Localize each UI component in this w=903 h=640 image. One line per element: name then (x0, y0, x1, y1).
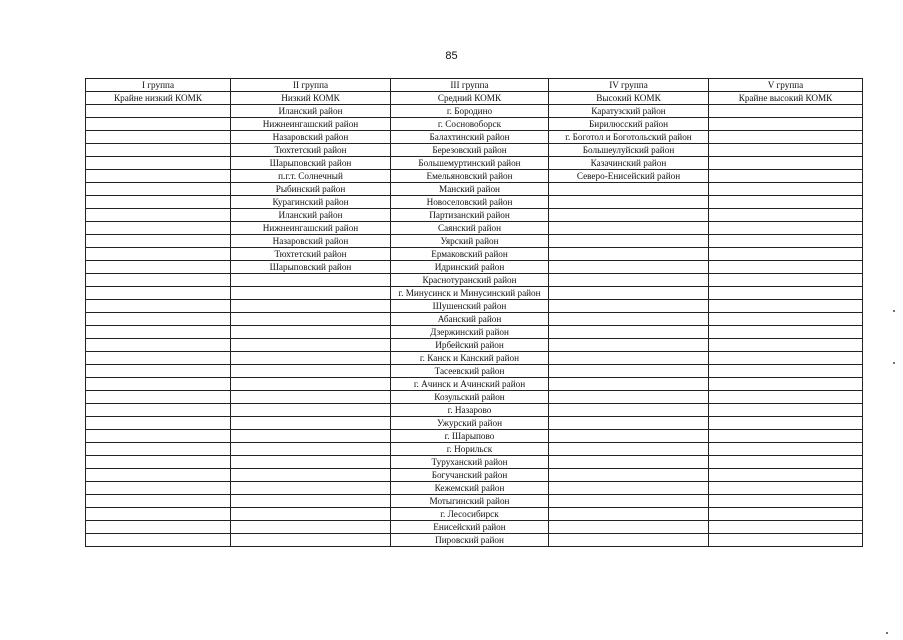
table-cell (709, 261, 863, 274)
table-cell (86, 222, 231, 235)
table-cell (549, 456, 709, 469)
table-cell: Идринский район (391, 261, 549, 274)
table-cell (86, 144, 231, 157)
table-cell (86, 326, 231, 339)
table-cell (86, 417, 231, 430)
table-cell (86, 248, 231, 261)
table-cell (709, 495, 863, 508)
table-row (86, 274, 863, 287)
table-cell (549, 430, 709, 443)
table-cell (709, 105, 863, 118)
table-cell: Абанский район (391, 313, 549, 326)
table-cell (86, 378, 231, 391)
table-cell (549, 482, 709, 495)
table-cell (709, 339, 863, 352)
table-cell: Саянский район (391, 222, 549, 235)
table-cell: Нижнеингашский район (231, 118, 391, 131)
table-cell (709, 196, 863, 209)
table-row (86, 404, 863, 417)
table-cell (86, 365, 231, 378)
table-cell (709, 131, 863, 144)
table-cell: IV группа (549, 79, 709, 92)
table-row (86, 300, 863, 313)
table-row (86, 521, 863, 534)
table-cell: Большемуртинский район (391, 157, 549, 170)
table-row (86, 508, 863, 521)
table-cell: Курагинский район (231, 196, 391, 209)
table-cell: Назаровский район (231, 235, 391, 248)
table-cell (86, 131, 231, 144)
table-cell: II группа (231, 79, 391, 92)
table-row (86, 482, 863, 495)
table-cell (709, 326, 863, 339)
table-row (86, 469, 863, 482)
table-cell (549, 391, 709, 404)
table-cell (231, 430, 391, 443)
table-cell (549, 508, 709, 521)
table-row (86, 183, 863, 196)
table-cell (231, 482, 391, 495)
table-row (86, 235, 863, 248)
municipal-groups-table (85, 78, 863, 547)
table-cell: г. Боготол и Боготольский район (549, 131, 709, 144)
table-cell (86, 352, 231, 365)
level-row (86, 92, 863, 105)
scan-speck (893, 362, 895, 364)
table-cell (231, 404, 391, 417)
table-cell (709, 508, 863, 521)
table-cell (709, 352, 863, 365)
table-cell: г. Бородино (391, 105, 549, 118)
table-cell (86, 170, 231, 183)
table-cell (231, 456, 391, 469)
table-cell (549, 417, 709, 430)
table-cell (86, 521, 231, 534)
table-cell: Кежемский район (391, 482, 549, 495)
table-cell: Козульский район (391, 391, 549, 404)
table-cell (86, 495, 231, 508)
table-row (86, 144, 863, 157)
table-cell (231, 521, 391, 534)
table-cell (709, 157, 863, 170)
table-row (86, 391, 863, 404)
table-cell (709, 222, 863, 235)
table-cell (709, 313, 863, 326)
table-cell: Иланский район (231, 105, 391, 118)
table-cell: Партизанский район (391, 209, 549, 222)
table-cell: Шарыповский район (231, 157, 391, 170)
table-cell (86, 482, 231, 495)
table-cell: г. Канск и Канский район (391, 352, 549, 365)
table-cell (86, 313, 231, 326)
table-cell: г. Норильск (391, 443, 549, 456)
table-cell: Тюхтетский район (231, 144, 391, 157)
table-row (86, 443, 863, 456)
table-cell (231, 508, 391, 521)
table-cell (231, 274, 391, 287)
table-row (86, 209, 863, 222)
table-row (86, 339, 863, 352)
table-cell (709, 378, 863, 391)
table-row (86, 534, 863, 547)
table-cell: Нижнеингашский район (231, 222, 391, 235)
table-cell: Назаровский район (231, 131, 391, 144)
table-cell: Казачинский район (549, 157, 709, 170)
table-cell (231, 365, 391, 378)
table-cell: III группа (391, 79, 549, 92)
table-cell: Ермаковский район (391, 248, 549, 261)
table-cell (231, 534, 391, 547)
table-cell (549, 365, 709, 378)
table-row (86, 157, 863, 170)
table-cell: Уярский район (391, 235, 549, 248)
table-cell (549, 339, 709, 352)
table-cell: Тасеевский район (391, 365, 549, 378)
page-number: 85 (445, 50, 458, 62)
table-cell (231, 443, 391, 456)
table-cell (549, 287, 709, 300)
table-cell (709, 534, 863, 547)
table-cell (709, 521, 863, 534)
table-cell (709, 430, 863, 443)
table-cell (709, 235, 863, 248)
table-cell (709, 404, 863, 417)
table-cell: Высокий КОМК (549, 92, 709, 105)
table-row (86, 430, 863, 443)
table-cell: Каратузский район (549, 105, 709, 118)
table-cell (709, 209, 863, 222)
table-row (86, 131, 863, 144)
table-cell: Ужурский район (391, 417, 549, 430)
table-cell (709, 170, 863, 183)
table-row (86, 378, 863, 391)
table-cell (549, 326, 709, 339)
table-cell: Тюхтетский район (231, 248, 391, 261)
table-cell (549, 495, 709, 508)
table-cell (709, 118, 863, 131)
table-cell (86, 443, 231, 456)
table-cell (231, 287, 391, 300)
table-row (86, 313, 863, 326)
table-cell: Манский район (391, 183, 549, 196)
table-row (86, 196, 863, 209)
table-cell (709, 443, 863, 456)
table-cell (86, 274, 231, 287)
table-cell (86, 157, 231, 170)
table-cell (709, 248, 863, 261)
table-cell (231, 313, 391, 326)
table-cell (231, 300, 391, 313)
table-cell: V группа (709, 79, 863, 92)
table-cell (549, 196, 709, 209)
table-cell (709, 300, 863, 313)
table-cell (549, 469, 709, 482)
table-cell (86, 508, 231, 521)
table-cell: Крайне низкий КОМК (86, 92, 231, 105)
table-cell (86, 300, 231, 313)
scan-speck (893, 310, 895, 312)
table-cell: Богучанский район (391, 469, 549, 482)
table-cell (549, 222, 709, 235)
table-cell (231, 417, 391, 430)
table-row (86, 170, 863, 183)
table-cell (86, 183, 231, 196)
table-cell: Мотыгинский район (391, 495, 549, 508)
table-cell (709, 365, 863, 378)
table-cell: п.г.т. Солнечный (231, 170, 391, 183)
table-cell (549, 235, 709, 248)
table-cell: Новоселовский район (391, 196, 549, 209)
table-cell (549, 352, 709, 365)
table-cell: I группа (86, 79, 231, 92)
table-cell (231, 391, 391, 404)
table-cell (709, 482, 863, 495)
table-cell: Енисейский район (391, 521, 549, 534)
table-cell: г. Лесосибирск (391, 508, 549, 521)
table-row (86, 495, 863, 508)
table-cell: Низкий КОМК (231, 92, 391, 105)
table-cell: Иланский район (231, 209, 391, 222)
table-row (86, 118, 863, 131)
table-cell (86, 105, 231, 118)
scan-speck (886, 632, 888, 634)
table-cell (549, 378, 709, 391)
table-row (86, 326, 863, 339)
table-row (86, 456, 863, 469)
table-cell (709, 417, 863, 430)
table-cell: Ирбейский район (391, 339, 549, 352)
table-cell (549, 443, 709, 456)
table-cell: г. Назарово (391, 404, 549, 417)
table-row (86, 287, 863, 300)
table-cell (709, 456, 863, 469)
table-cell: Пировский район (391, 534, 549, 547)
table-cell: Дзержинский район (391, 326, 549, 339)
table-cell (549, 404, 709, 417)
table-cell (86, 287, 231, 300)
table-cell (709, 274, 863, 287)
table-row (86, 352, 863, 365)
table-cell: Бирилюсский район (549, 118, 709, 131)
table-cell: Емельяновский район (391, 170, 549, 183)
table-cell: Балахтинский район (391, 131, 549, 144)
table-cell (86, 391, 231, 404)
table-cell (549, 300, 709, 313)
table-cell (231, 326, 391, 339)
table-row (86, 417, 863, 430)
table-cell (549, 248, 709, 261)
table-cell: г. Сосновоборск (391, 118, 549, 131)
table-cell (231, 378, 391, 391)
table-cell (549, 313, 709, 326)
table-cell (231, 495, 391, 508)
table-cell (86, 196, 231, 209)
table-cell: г. Минусинск и Минусинский район (391, 287, 549, 300)
table-cell (549, 261, 709, 274)
table-cell (549, 521, 709, 534)
table-cell (231, 469, 391, 482)
table-cell: Большеулуйский район (549, 144, 709, 157)
table-cell (86, 339, 231, 352)
table-row (86, 261, 863, 274)
table-cell: Березовский район (391, 144, 549, 157)
table-cell: Северо-Енисейский район (549, 170, 709, 183)
table-cell: г. Шарыпово (391, 430, 549, 443)
table-cell (709, 183, 863, 196)
table-row (86, 105, 863, 118)
table-cell (86, 118, 231, 131)
table-cell (86, 534, 231, 547)
table-cell (231, 352, 391, 365)
table-cell: Шарыповский район (231, 261, 391, 274)
table-cell: г. Ачинск и Ачинский район (391, 378, 549, 391)
table-cell (231, 339, 391, 352)
table-cell (86, 430, 231, 443)
table-row (86, 222, 863, 235)
table-cell (709, 287, 863, 300)
table-cell (86, 261, 231, 274)
table-cell (86, 235, 231, 248)
table-cell (86, 404, 231, 417)
table-cell (709, 391, 863, 404)
table-cell (549, 209, 709, 222)
table-cell: Шушенский район (391, 300, 549, 313)
table-cell (709, 144, 863, 157)
table-cell (549, 274, 709, 287)
table-cell (549, 183, 709, 196)
table-cell (709, 469, 863, 482)
table-row (86, 365, 863, 378)
table-cell: Краснотуранский район (391, 274, 549, 287)
table-cell (86, 209, 231, 222)
table-cell (86, 469, 231, 482)
table-cell: Средний КОМК (391, 92, 549, 105)
table-row (86, 248, 863, 261)
table-cell: Рыбинский район (231, 183, 391, 196)
header-row (86, 79, 863, 92)
table-cell: Туруханский район (391, 456, 549, 469)
table-cell (549, 534, 709, 547)
table-cell (86, 456, 231, 469)
table-cell: Крайне высокий КОМК (709, 92, 863, 105)
